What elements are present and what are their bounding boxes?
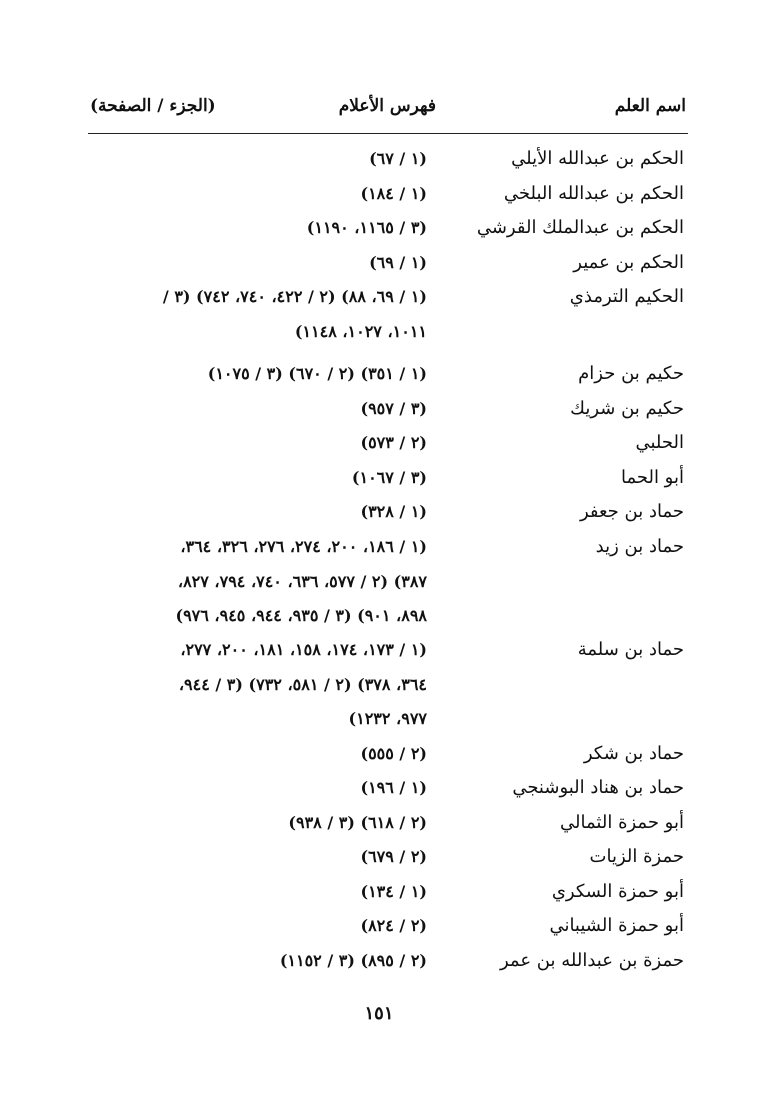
entry-name: حكيم بن شريك [570,398,684,419]
entry-reference-line: (١ / ٣٢٨) [360,502,427,521]
entry-reference-line: ٩٧٧، ١٢٣٢) [348,709,427,728]
page-number: ١٥١ [364,1003,394,1024]
entry-name: حماد بن زيد [595,536,684,557]
entry-name: الحكم بن عبدالله الأيلي [511,148,684,169]
entry-name: أبو حمزة الثمالي [560,812,684,833]
reference-column-header: (الجزء / الصفحة) [90,96,216,116]
entry-reference-line: ٨٩٨، ٩٠١) (٣ / ٩٣٥، ٩٤٤، ٩٤٥، ٩٧٦) [175,606,427,625]
entry-reference-line: ١٠١١، ١٠٢٧، ١١٤٨) [294,322,427,341]
entry-reference-line: (١ / ٦٩، ٨٨) (٢ / ٤٢٢، ٧٤٠، ٧٤٢) (٣ / [162,287,427,306]
entry-reference-line: ٣٨٧) (٢ / ٥٧٧، ٦٣٦، ٧٤٠، ٧٩٤، ٨٢٧، [177,572,427,591]
entry-reference-line: (٣ / ٩٥٧) [360,399,427,418]
entry-reference-line: (١ / ١٣٤) [360,882,427,901]
entry-name: حماد بن جعفر [579,501,684,522]
entry-name: أبو الحما [620,467,684,488]
entry-name: الحكم بن عبدالله البلخي [503,183,684,204]
entry-name: الحكم بن عبدالملك القرشي [476,217,684,238]
entry-name: الحكيم الترمذي [569,286,684,307]
entry-reference-line: (١ / ١٨٤) [360,184,427,203]
entry-name: حكيم بن حزام [578,363,684,384]
entry-name: حمزة الزيات [589,846,684,867]
entry-name: حمزة بن عبدالله بن عمر [500,950,684,971]
entry-reference-line: (٣ / ١٠٦٧) [351,468,427,487]
entry-reference-line: (١ / ١٨٦، ٢٠٠، ٢٧٤، ٢٧٦، ٣٢٦، ٣٦٤، [180,537,427,556]
entry-name: أبو حمزة السكري [551,881,684,902]
entry-reference-line: (١ / ٦٩) [369,253,427,272]
entry-reference-line: (٢ / ٦٧٩) [360,847,427,866]
entry-reference-line: (١ / ١٧٣، ١٧٤، ١٥٨، ١٨١، ٢٠٠، ٢٧٧، [180,640,427,659]
entry-reference-line: (٢ / ٥٥٥) [360,744,427,763]
entry-reference-line: (٢ / ٦١٨) (٣ / ٩٣٨) [288,813,427,832]
entry-name: حماد بن هناد البوشنجي [512,777,684,798]
entry-reference-line: (٢ / ٥٧٣) [360,433,427,452]
name-column-header: اسم العلم [614,96,686,116]
entry-name: حماد بن سلمة [577,639,684,660]
entry-name: الحكم بن عمير [573,252,684,273]
entry-reference-line: (١ / ٦٧) [369,149,427,168]
entry-name: حماد بن شكر [583,743,684,764]
entry-name: الحلبي [635,432,684,453]
entry-reference-line: (١ / ٣٥١) (٢ / ٦٧٠) (٣ / ١٠٧٥) [207,364,427,383]
entry-reference-line: (٣ / ١١٦٥، ١١٩٠) [306,218,427,237]
entry-name: أبو حمزة الشيباني [549,915,684,936]
entry-reference-line: (١ / ١٩٦) [360,778,427,797]
page-title: فهرس الأعلام [338,96,436,116]
entry-reference-line: (٢ / ٨٩٥) (٣ / ١١٥٢) [279,951,427,970]
entry-reference-line: ٣٦٤، ٣٧٨) (٢ / ٥٨١، ٧٣٢) (٣ / ٩٤٤، [178,675,427,694]
entry-reference-line: (٢ / ٨٢٤) [360,916,427,935]
